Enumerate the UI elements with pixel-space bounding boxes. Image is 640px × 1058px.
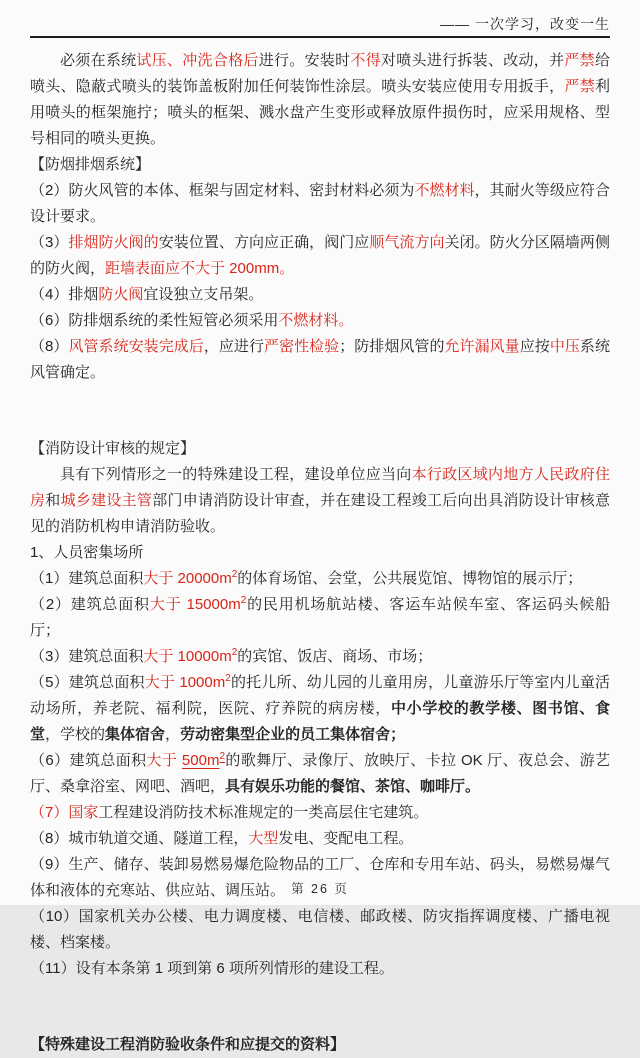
- item-8-tightness-test: （8）风管系统安装完成后，应进行严密性检验；防排烟风管的允许漏风量应按中压系统风管确定。: [30, 338, 610, 381]
- item-7-high-rise-residential: （7）国家工程建设消防技术标准规定的一类高层住宅建筑。: [30, 804, 429, 821]
- item-8-rail-tunnel-power: （8）城市轨道交通、隧道工程，大型发电、变配电工程。: [30, 830, 414, 847]
- item-4-independent-support: （4）排烟防火阀宜设独立支吊架。: [30, 286, 264, 303]
- item-11-other-projects: （11）设有本条第 1 项到第 6 项所列情形的建设工程。: [30, 960, 394, 977]
- item-5-children-1000: （5）建筑总面积大于 $1000m^2$的托儿所、幼儿园的儿童用房，儿童游乐厅等室内儿童活动场所，养老院、福利院，医院、疗养院的病房楼，中小学校的教学楼、图书馆、食堂，学校的集体宿舍，劳动密集型企业的员工集体宿舍；: [30, 673, 610, 743]
- item-3-hotels-10000: （3）建筑总面积大于 $10000m^2$的宾馆、饭店、商场、市场；: [30, 647, 433, 665]
- item-2-terminals-15000: （2）建筑总面积大于 $15000m^2$的民用机场航站楼、客运车站候车室、客运码头候船厅；: [30, 595, 611, 639]
- para-design-review-rule: 具有下列情形之一的特殊建设工程，建设单位应当向本行政区域内地方人民政府住房和城乡建设主管部门申请消防设计审查，并在建设工程竣工后向出具消防设计审核意见的消防机构申请消防验收。: [30, 466, 610, 535]
- list-title-crowded-places: 1、人员密集场所: [30, 544, 144, 561]
- item-10-state-buildings: （10）国家机关办公楼、电力调度楼、电信楼、邮政楼、防灾指挥调度楼、广播电视楼、档案楼。: [30, 908, 610, 951]
- document-body: [0, 38, 640, 1058]
- item-9-flammable-explosive: （9）生产、储存、装卸易燃易爆危险物品的工厂、仓库和专用车站、码头，易燃易爆气体和液体的充寒站、供应站、调压站。: [30, 856, 610, 899]
- heading-design-review-rules: 【消防设计审核的规定】: [30, 440, 196, 457]
- para-sprinkler-install: 必须在系统试压、冲洗合格后进行。安装时不得对喷头进行拆装、改动，并严禁给喷头、隐蔽式喷头的装饰盖板附加任何装饰性涂层。喷头安装应使用专用扳手，严禁利用喷头的框架施拧；喷头的框架、溅水盘产生变形或释放原件损伤时，应采用规格、型号相同的喷头更换。: [30, 52, 610, 147]
- heading-acceptance-conditions: 【特殊建设工程消防验收条件和应提交的资料】: [30, 1036, 346, 1053]
- item-2-fire-duct-material: （2）防火风管的本体、框架与固定材料、密封材料必须为不燃材料，其耐火等级应符合设计要求。: [30, 182, 610, 225]
- item-1-venues-20000: （1）建筑总面积大于 $20000m^2$的体育场馆、会堂，公共展览馆、博物馆的展示厅；: [30, 569, 583, 587]
- page-number: 第 26 页: [291, 882, 349, 896]
- item-6-entertainment-500: （6）建筑总面积大于 $500m^2$的歌舞厅、录像厅、放映厅、卡拉 OK 厅、夜总会、游艺厅、桑拿浴室、网吧、酒吧，具有娱乐功能的餐馆、茶馆、咖啡厅。: [30, 751, 611, 795]
- item-3-smoke-fire-damper: （3）排烟防火阀的安装位置、方向应正确，阀门应顺气流方向关闭。防火分区隔墙两侧的防火阀，距墙表面应不大于 200mm。: [30, 234, 610, 277]
- item-6-flexible-duct: （6）防排烟系统的柔性短管必须采用不燃材料。: [30, 312, 354, 329]
- header-slogan: —— 一次学习，改变一生: [30, 0, 610, 38]
- heading-smoke-control-system: 【防烟排烟系统】: [30, 156, 151, 173]
